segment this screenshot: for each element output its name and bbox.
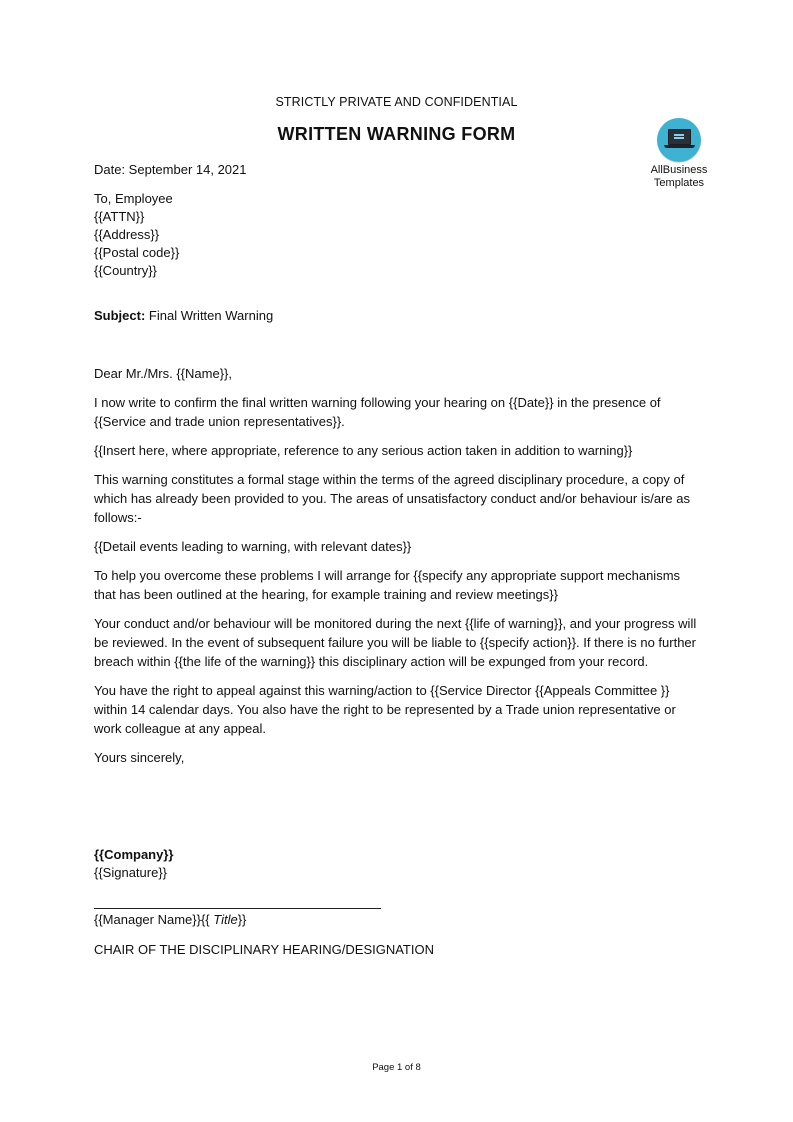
brand-logo (636, 118, 722, 190)
address-country: {{Country}} (94, 263, 157, 278)
paragraph-3: This warning constitutes a formal stage within the terms of the agreed disciplinary procedure, a copy of which has already been provided to you. The areas of unsatisfactory conduct and/or behaviour is/are as follows:- (94, 472, 690, 525)
logo-text (636, 164, 722, 190)
manager-name-title (94, 910, 246, 929)
paragraph-6: Your conduct and/or behaviour will be monitored during the next {{life of warning}}, and your progress will be reviewed. In the event of subsequent failure you will be liable to {{specify action}}. If there is no further breach within {{the life of the warning}} this disciplinary action will be expunged from your record. (94, 616, 697, 669)
paragraph-1: I now write to confirm the final written warning following your hearing on {{Date}} in the presence of {{Service and trade union representatives}}. (94, 395, 661, 429)
document-title: WRITTEN WARNING FORM (277, 124, 516, 144)
subject-line (94, 306, 273, 325)
company-name: {{Company}} (94, 847, 174, 862)
subject-label: Subject: (94, 308, 146, 323)
logo-line-2: Templates (653, 177, 705, 189)
manager-end: }} (237, 912, 247, 927)
address-street: {{Address}} (94, 227, 160, 242)
chair-designation: CHAIR OF THE DISCIPLINARY HEARING/DESIGNATION (94, 942, 434, 957)
logo-line-1: AllBusiness (650, 164, 708, 176)
manager-title: Title (213, 912, 238, 927)
paragraph-5: To help you overcome these problems I will arrange for {{specify any appropriate support mechanisms that has been outlined at the hearing, for example training and review meetings}} (94, 568, 681, 602)
paragraph-2: {{Insert here, where appropriate, reference to any serious action taken in addition to warning}} (94, 443, 633, 458)
letter-body (94, 364, 702, 777)
closing: Yours sincerely, (94, 750, 185, 765)
laptop-icon (657, 118, 701, 162)
paragraph-4: {{Detail events leading to warning, with relevant dates}} (94, 539, 412, 554)
paragraph-7: You have the right to appeal against this warning/action to {{Service Director {{Appeals Committee }} within 14 calendar days. You also have the right to be represented by a Trade union representative or work colleague at any appeal. (94, 683, 676, 736)
signature-line (94, 908, 381, 909)
page-number: Page 1 of 8 (372, 1062, 421, 1073)
recipient-address (94, 190, 179, 280)
signature-placeholder: {{Signature}} (94, 865, 168, 880)
confidential-notice: STRICTLY PRIVATE AND CONFIDENTIAL (275, 95, 518, 109)
date-line: Date: September 14, 2021 (94, 162, 247, 177)
salutation: Dear Mr./Mrs. {{Name}}, (94, 366, 232, 381)
address-attn: {{ATTN}} (94, 209, 145, 224)
manager-name: {{Manager Name}}{{ (94, 912, 214, 927)
address-postal: {{Postal code}} (94, 245, 180, 260)
address-to: To, Employee (94, 191, 173, 206)
subject-value: Final Written Warning (145, 308, 274, 323)
